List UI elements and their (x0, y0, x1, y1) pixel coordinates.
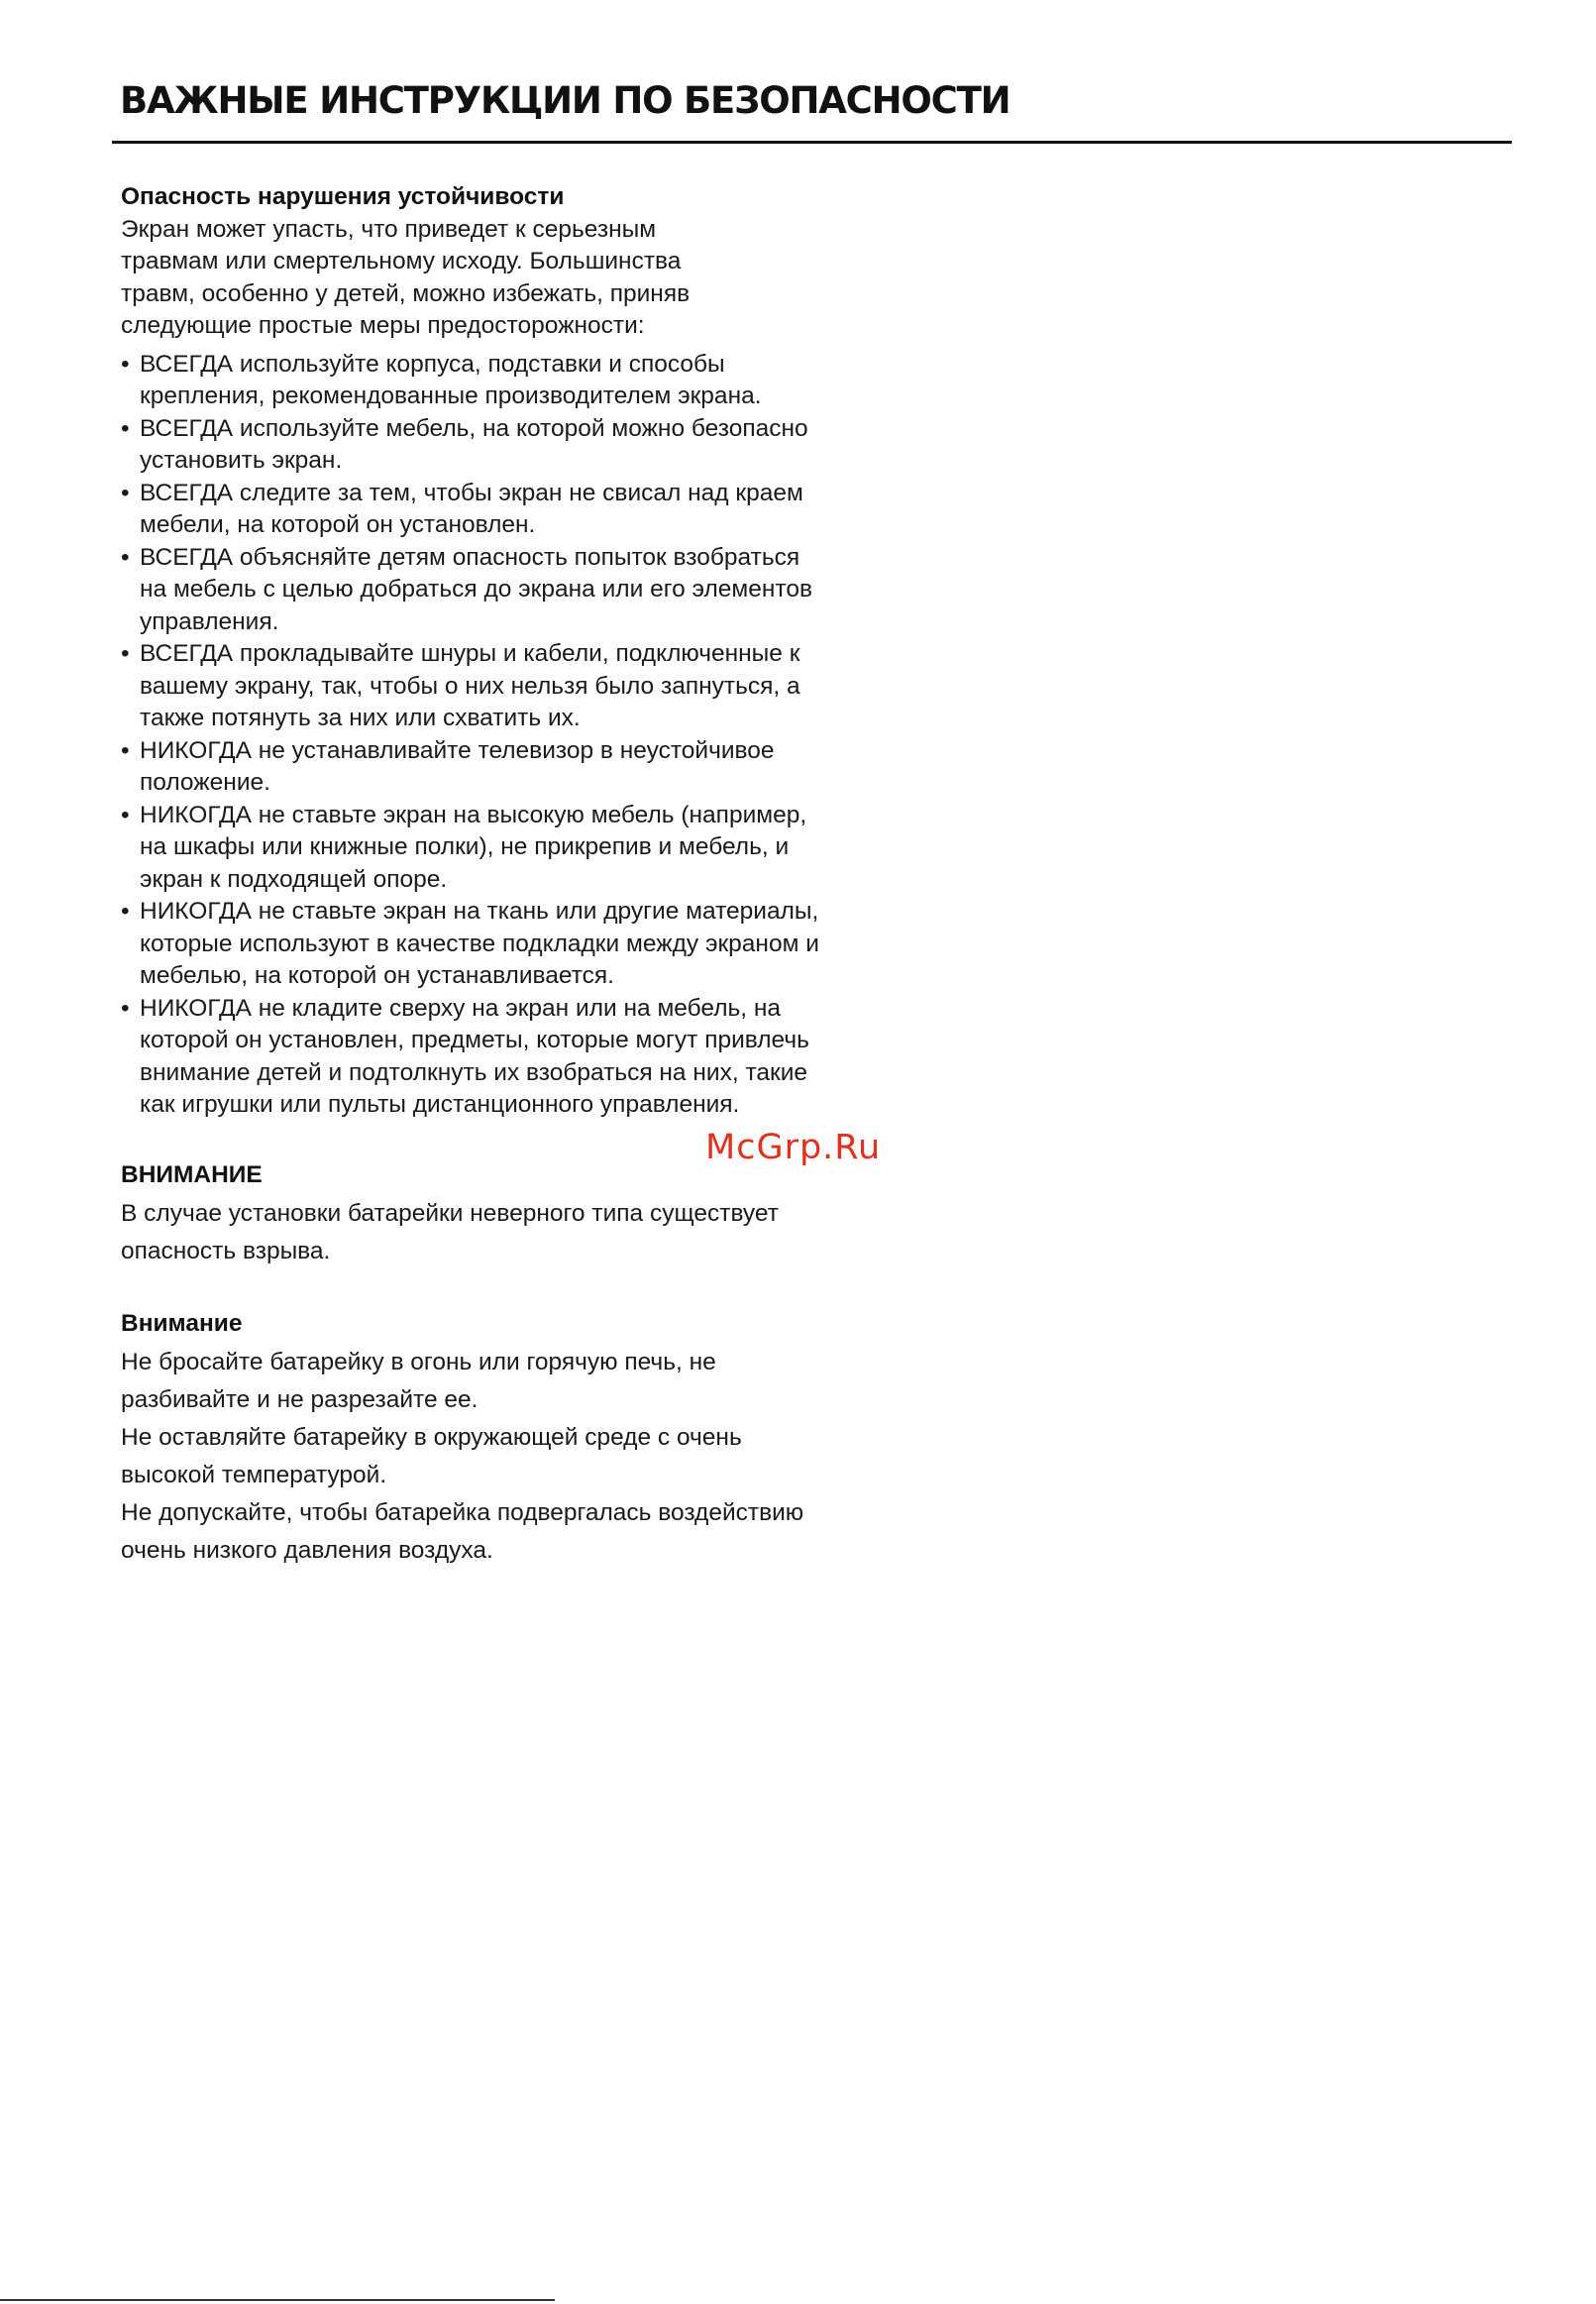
list-item (121, 349, 833, 413)
list-item (121, 413, 833, 478)
list-item (121, 735, 833, 800)
bullet-icon: • (121, 350, 130, 378)
caution-line: Не допускайте, чтобы батарейка подвергалась воздействию очень низкого давления воздуха. (121, 1498, 804, 1564)
caution-line: Не оставляйте батарейку в окружающей среде с очень высокой температурой. (121, 1423, 742, 1488)
caution-line: Не бросайте батарейку в огонь или горячую печь, не разбивайте и не разрезайте ее. (121, 1348, 716, 1413)
warning-section (121, 1157, 834, 1270)
list-item (121, 638, 833, 735)
list-item-text: ВСЕГДА используйте корпуса, подставки и способы крепления, рекомендованные производителем экрана. (140, 350, 762, 409)
list-item-text: ВСЕГДА следите за тем, чтобы экран не свисал над краем мебели, на которой он установлен. (140, 479, 803, 538)
list-item (121, 478, 833, 542)
warning-heading: ВНИМАНИЕ (121, 1160, 263, 1188)
stability-heading: Опасность нарушения устойчивости (121, 183, 565, 210)
list-item (121, 542, 833, 639)
footer-divider (0, 2299, 555, 2301)
watermark-logo: McGrp.Ru (705, 1128, 882, 1167)
bullet-icon: • (121, 994, 130, 1022)
list-item-text: НИКОГДА не ставьте экран на высокую мебель (например, на шкафы или книжные полки), не прикрепив и мебель, и экран к подходящей опоре. (140, 801, 807, 893)
main-content (121, 181, 834, 1570)
bullet-icon: • (121, 801, 130, 828)
stability-section (121, 181, 834, 1122)
bullet-icon: • (121, 898, 130, 925)
bullet-icon: • (121, 543, 130, 571)
bullet-icon: • (121, 414, 130, 442)
page-title: ВАЖНЫЕ ИНСТРУКЦИИ ПО БЕЗОПАСНОСТИ (120, 79, 1011, 122)
bullet-icon: • (121, 479, 130, 506)
list-item (121, 896, 833, 993)
list-item-text: ВСЕГДА прокладывайте шнуры и кабели, подключенные к вашему экрану, так, чтобы о них нельзя было запнуться, а также потянуть за них или схватить их. (140, 640, 800, 731)
caution-heading: Внимание (121, 1309, 243, 1337)
stability-list (121, 349, 834, 1122)
list-item-text: НИКОГДА не кладите сверху на экран или на мебель, на которой он установлен, предметы, которые могут привлечь внимание детей и подтолкнуть их взобраться на них, такие как игрушки или пульты дистанционного управления. (140, 994, 809, 1118)
list-item-text: НИКОГДА не устанавливайте телевизор в неустойчивое положение. (140, 736, 775, 796)
list-item (121, 800, 833, 897)
bullet-icon: • (121, 736, 130, 764)
list-item (121, 993, 833, 1122)
warning-text: В случае установки батарейки неверного типа существует опасность взрыва. (121, 1199, 779, 1264)
title-divider (112, 141, 1512, 144)
list-item-text: ВСЕГДА объясняйте детям опасность попыток взобраться на мебель с целью добраться до экрана или его элементов управления. (140, 543, 813, 635)
bullet-icon: • (121, 640, 130, 667)
list-item-text: НИКОГДА не ставьте экран на ткань или другие материалы, которые используют в качестве подкладки между экраном и мебелью, на которой он устанавливается. (140, 898, 819, 989)
caution-section (121, 1306, 834, 1570)
list-item-text: ВСЕГДА используйте мебель, на которой можно безопасно установить экран. (140, 414, 808, 474)
stability-intro: Экран может упасть, что приведет к серьезным травмам или смертельному исходу. Большинства травм, особенно у детей, можно избежать, приняв следующие простые меры предосторожности: (121, 215, 691, 339)
